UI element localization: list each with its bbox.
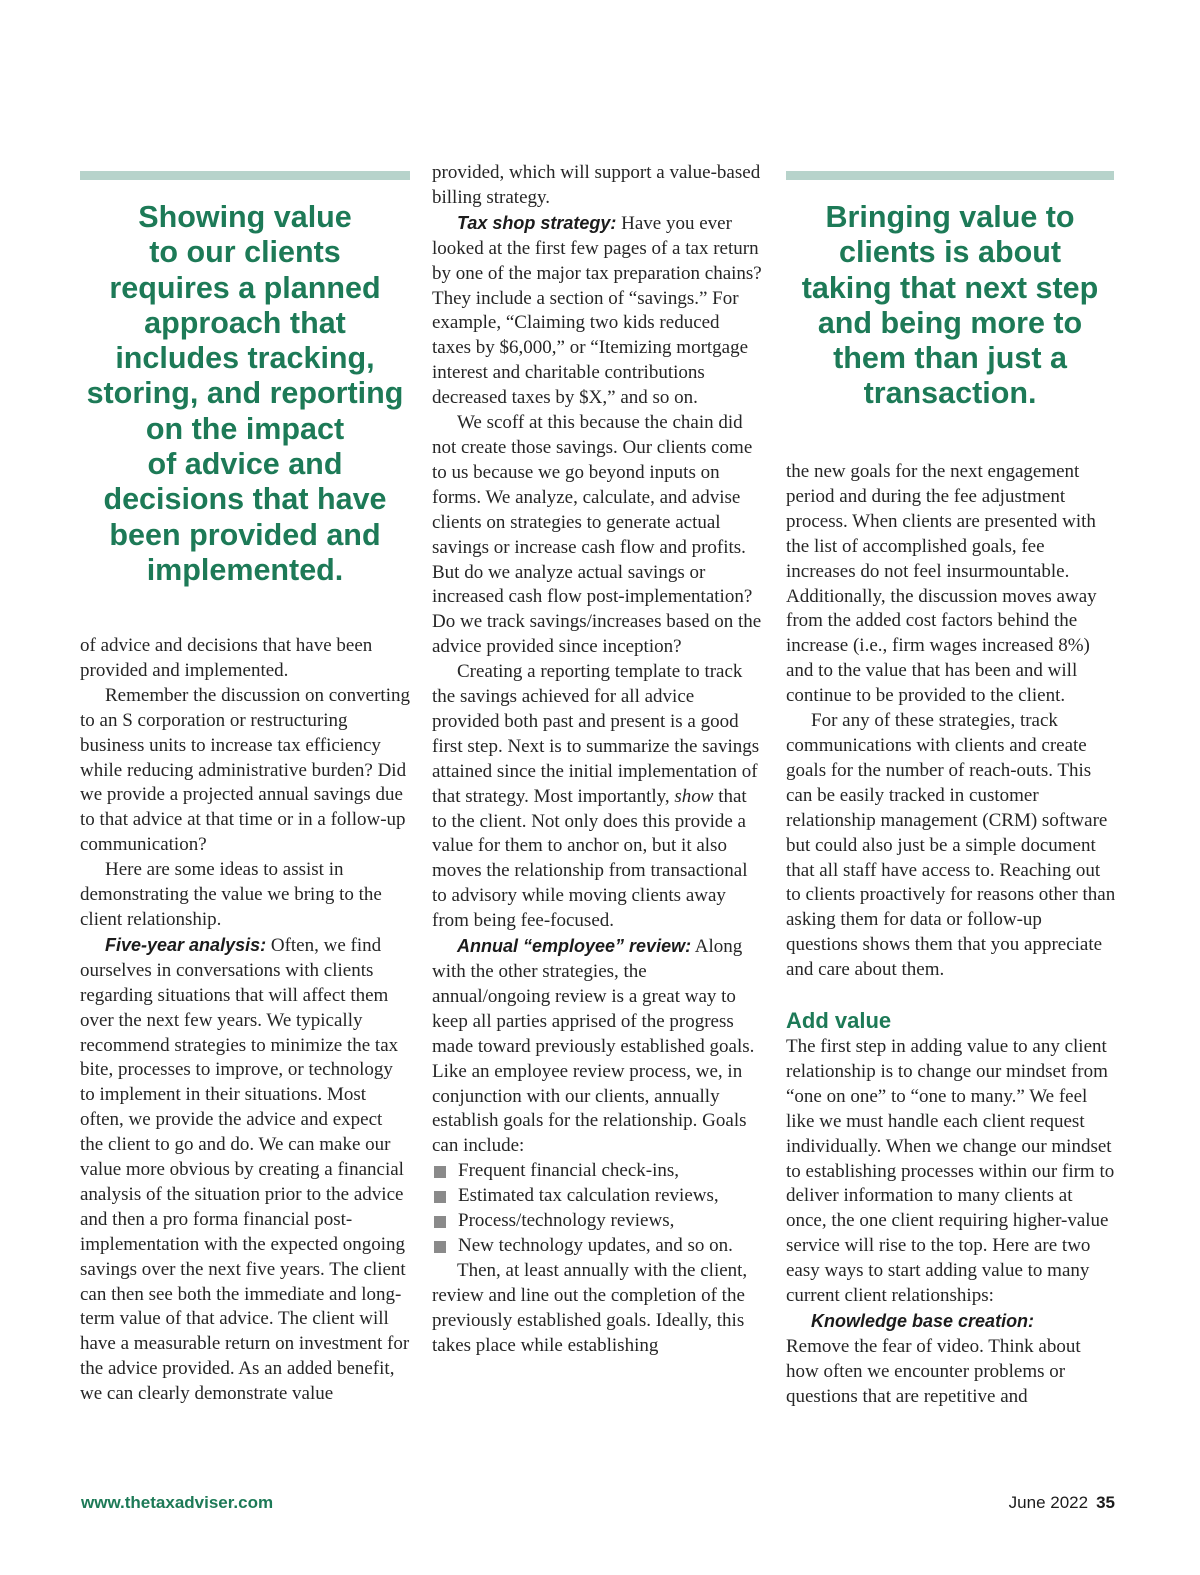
pullquote-line: approach that	[144, 305, 346, 340]
pullquote-line: Bringing value to	[825, 200, 1075, 234]
square-bullet-icon	[434, 1216, 446, 1228]
paragraph	[432, 211, 762, 411]
section-heading: Add value	[786, 1008, 892, 1034]
pullquote-line: requires a planned	[109, 270, 381, 305]
pullquote-line: transaction.	[863, 376, 1037, 411]
paragraph-text: Along with the other strategies, the annual/ongoing review is a great way to keep all parties apprised of the progress made toward previously established goals. Like an employee review process, we, in conjunction with our clients, annually establish goals for the relationship. Goals can include:	[432, 936, 755, 1157]
pullquote-line: on the impact	[145, 411, 345, 446]
list-item: Process/technology reviews,	[432, 1209, 762, 1234]
pullquote-line: storing, and reporting	[86, 376, 404, 411]
pullquote-line: decisions that have	[103, 482, 387, 517]
pullquote-line: Showing value	[138, 200, 352, 234]
pullquote-line: includes tracking,	[115, 341, 375, 376]
paragraph: the new goals for the next engagement period and during the fee adjustment process. When clients are presented with the list of accomplished goals, fee increases do not feel insurmountable. Additionally, the discussion moves away from the added cost factors behind the increase (i.e., firm wages increased 8%) and to the value that has been and will continue to be provided to the client.	[786, 461, 1097, 707]
pullquote-rule-left	[80, 171, 410, 180]
run-in-heading: Annual “employee” review:	[457, 936, 692, 957]
paragraph: Here are some ideas to assist in demonstrating the value we bring to the client relationship.	[80, 859, 382, 930]
list-item: Frequent financial check-ins,	[432, 1159, 762, 1184]
column-2	[432, 161, 762, 1359]
square-bullet-icon	[434, 1241, 446, 1253]
list-item: Estimated tax calculation reviews,	[432, 1184, 762, 1209]
footer-url: www.thetaxadviser.com	[81, 1493, 274, 1512]
square-bullet-icon	[434, 1191, 446, 1203]
column-3	[786, 460, 1116, 1410]
paragraph: We scoff at this because the chain did not create those savings. Our clients come to us because we go beyond inputs on forms. We analyze, calculate, and advise clients on strategies to generate actual savings or increase cash flow and profits. But do we analyze actual savings or increased cash flow post-implementation? Do we track savings/increases based on the advice provided since inception?	[432, 412, 762, 658]
pullquote-line: been provided and	[109, 517, 381, 552]
emphasis: show	[674, 785, 714, 807]
square-bullet-icon	[434, 1166, 446, 1178]
column-1	[80, 634, 410, 1407]
paragraph: Remember the discussion on converting to an S corporation or restructuring business units to increase tax efficiency while reducing administrative burden? Did we provide a projected annual savings due to that advice at that time or in a follow-up communication?	[80, 684, 410, 856]
list-item: New technology updates, and so on.	[432, 1234, 762, 1259]
paragraph: of advice and decisions that have been provided and implemented.	[80, 635, 373, 681]
paragraph	[432, 660, 762, 934]
page-number: 35	[1096, 1493, 1115, 1512]
pullquote-right	[785, 200, 1115, 412]
run-in-heading: Knowledge base creation:	[811, 1311, 1035, 1331]
paragraph: For any of these strategies, track communications with clients and create goals for the number of reach-outs. This can be easily tracked in customer relationship management (CRM) software but could also just be a simple document that all staff have access to. Reaching out to clients proactively for reasons other than asking them for data or follow-up questions shows them that you appreciate and care about them.	[786, 710, 1116, 981]
paragraph-text: Creating a reporting template to track the savings achieved for all advice provided both past and present is a good first step. Next is to summarize the savings attained since the initial implementation of that strategy. Most importantly,	[432, 661, 760, 807]
run-in-heading: Five-year analysis:	[105, 934, 267, 955]
pullquote-line: of advice and	[147, 447, 343, 482]
paragraph: Then, at least annually with the client, review and line out the completion of the previously established goals. Ideally, this takes place while establishing	[432, 1259, 748, 1356]
paragraph-text: Often, we find ourselves in conversations with clients regarding situations that will affect them over the next few years. We typically recommend strategies to minimize the tax bite, processes to improve, or technology to implement in their situations. Most often, we provide the advice and expect the client to go and do. We can make our value more obvious by creating a financial analysis of the situation prior to the advice and then a pro forma financial post-implementation with the expected ongoing savings over the next five years. The client can then see both the immediate and long-term value of that advice. The client will have a measurable return on investment for the advice provided. As an added benefit, we can clearly demonstrate value	[80, 934, 410, 1405]
pullquote-line: implemented.	[146, 552, 344, 587]
bullet-list	[432, 1159, 762, 1259]
paragraph: provided, which will support a value-based billing strategy.	[432, 162, 761, 208]
pullquote-line: and being more to	[817, 305, 1083, 340]
run-in-heading: Tax shop strategy:	[457, 212, 617, 233]
footer-issue	[1009, 1493, 1115, 1513]
pullquote-line: them than just a	[833, 341, 1067, 376]
pullquote-line: to our clients	[149, 235, 341, 270]
footer-date: June 2022	[1008, 1493, 1089, 1512]
pullquote-line: taking that next step	[801, 270, 1099, 305]
pullquote-rule-right	[786, 171, 1114, 180]
paragraph: Remove the fear of video. Think about how often we encounter problems or questions that are repetitive and	[786, 1335, 1081, 1407]
pullquote-line: clients is about	[838, 235, 1062, 270]
paragraph-text: Have you ever looked at the first few pages of a tax return by one of the major tax preparation chains? They include a section of “savings.” For example, “Claiming two kids reduced taxes by $6,000,” or “Itemizing mortgage interest and charitable contributions decreased taxes by $X,” and so on.	[432, 212, 762, 409]
paragraph	[786, 1309, 1116, 1335]
paragraph	[80, 933, 410, 1407]
paragraph-text: that to the client. Not only does this provide a value for them to anchor on, but it also moves the relationship from transactional to advisory while moving clients away from being fee-focused.	[432, 785, 748, 932]
paragraph	[432, 934, 762, 1159]
paragraph: The first step in adding value to any client relationship is to change our mindset from “one on one” to “one to many.” We feel like we must handle each client request individually. When we change our mindset to establishing processes within our firm to deliver information to many clients at once, the one client requiring higher-value service will rise to the top. Here are two easy ways to start adding value to many current client relationships:	[786, 1036, 1115, 1307]
pullquote-left	[80, 200, 410, 588]
